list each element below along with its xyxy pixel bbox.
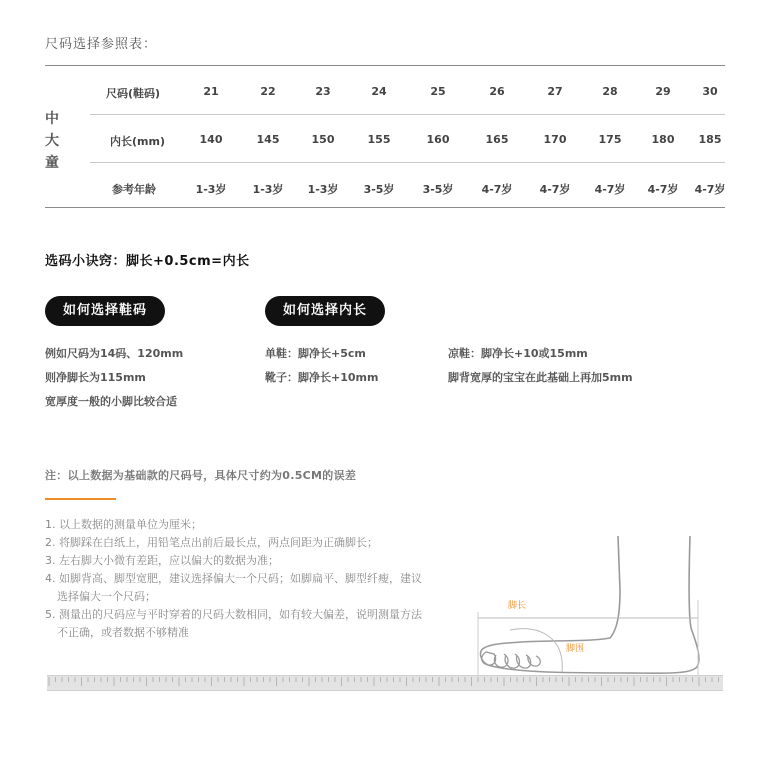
row-head-size: 尺码(鞋码) (106, 87, 161, 100)
foot-girth-label: 脚围 (566, 644, 585, 654)
size-cell: 24 (371, 85, 387, 98)
toes-outline (482, 652, 541, 668)
accent-divider (45, 498, 116, 500)
instruction-item: 1. 以上数据的测量单位为厘米； (45, 518, 202, 531)
instruction-item: 4. 如脚背高、脚型宽肥，建议选择偏大一个尺码；如脚扁平、脚型纤瘦，建议 (45, 572, 422, 585)
age-cell: 3-5岁 (422, 183, 454, 196)
instruction-item: 5. 测量出的尺码应与平时穿着的尺码大数相同，如有较大偏差，说明测量方法 (45, 608, 422, 621)
length-cell: 185 (698, 133, 722, 146)
size-cell: 22 (260, 85, 276, 98)
measuring-ruler (47, 675, 723, 691)
instruction-item: 选择偏大一个尺码； (57, 590, 156, 603)
size-cell: 28 (602, 85, 618, 98)
table-top-border (45, 65, 725, 66)
size-cell: 23 (315, 85, 331, 98)
length-cell: 150 (311, 133, 335, 146)
age-cell: 4-7岁 (481, 183, 513, 196)
foot-measure-diagram (470, 530, 720, 680)
size-cell: 25 (430, 85, 446, 98)
ruler-ticks (47, 677, 723, 691)
row-divider (90, 114, 725, 115)
extra-tip-line: 脚背宽厚的宝宝在此基础上再加5mm (448, 371, 633, 384)
age-cell: 4-7岁 (539, 183, 571, 196)
age-cell: 4-7岁 (647, 183, 679, 196)
length-cell: 140 (199, 133, 223, 146)
note: 注：以上数据为基础款的尺码号，具体尺寸约为0.5CM的误差 (45, 469, 357, 482)
extra-tip-line: 凉鞋：脚净长+10或15mm (448, 347, 588, 360)
length-cell: 165 (485, 133, 509, 146)
size-cell: 21 (203, 85, 219, 98)
instruction-item: 3. 左右脚大小微有差距，应以偏大的数据为准； (45, 554, 279, 567)
length-cell: 175 (598, 133, 622, 146)
length-cell: 145 (256, 133, 280, 146)
age-group-label: 中 大 童 (45, 111, 59, 171)
size-cell: 30 (702, 85, 718, 98)
row-head-length: 内长(mm) (110, 135, 165, 148)
age-cell: 4-7岁 (694, 183, 726, 196)
length-cell: 160 (426, 133, 450, 146)
sizing-tip: 选码小诀窍：脚长+0.5cm=内长 (45, 254, 250, 269)
age-cell: 1-3岁 (195, 183, 227, 196)
length-cell: 170 (543, 133, 567, 146)
instruction-item: 不正确，或者数据不够精准 (57, 626, 189, 639)
size-cell: 26 (489, 85, 505, 98)
inner-length-pill: 如何选择内长 (265, 296, 385, 326)
shoe-size-pill: 如何选择鞋码 (45, 296, 165, 326)
row-divider (90, 162, 725, 163)
table-bottom-border (45, 207, 725, 208)
row-head-age: 参考年龄 (112, 183, 156, 196)
age-cell: 1-3岁 (252, 183, 284, 196)
instruction-item: 2. 将脚踩在白纸上，用铅笔点出前后最长点，两点间距为正确脚长； (45, 536, 378, 549)
length-cell: 180 (651, 133, 675, 146)
inner-length-line: 单鞋：脚净长+5cm (265, 347, 366, 360)
foot-length-label: 脚长 (508, 601, 527, 611)
shoe-size-line: 宽厚度一般的小脚比较合适 (45, 395, 177, 408)
inner-length-line: 靴子：脚净长+10mm (265, 371, 379, 384)
shoe-size-line: 则净脚长为115mm (45, 371, 146, 384)
page-title: 尺码选择参照表： (45, 37, 158, 52)
age-cell: 4-7岁 (594, 183, 626, 196)
age-cell: 3-5岁 (363, 183, 395, 196)
shoe-size-line: 例如尺码为14码、120mm (45, 347, 184, 360)
length-cell: 155 (367, 133, 391, 146)
size-cell: 27 (547, 85, 563, 98)
size-cell: 29 (655, 85, 671, 98)
age-cell: 1-3岁 (307, 183, 339, 196)
